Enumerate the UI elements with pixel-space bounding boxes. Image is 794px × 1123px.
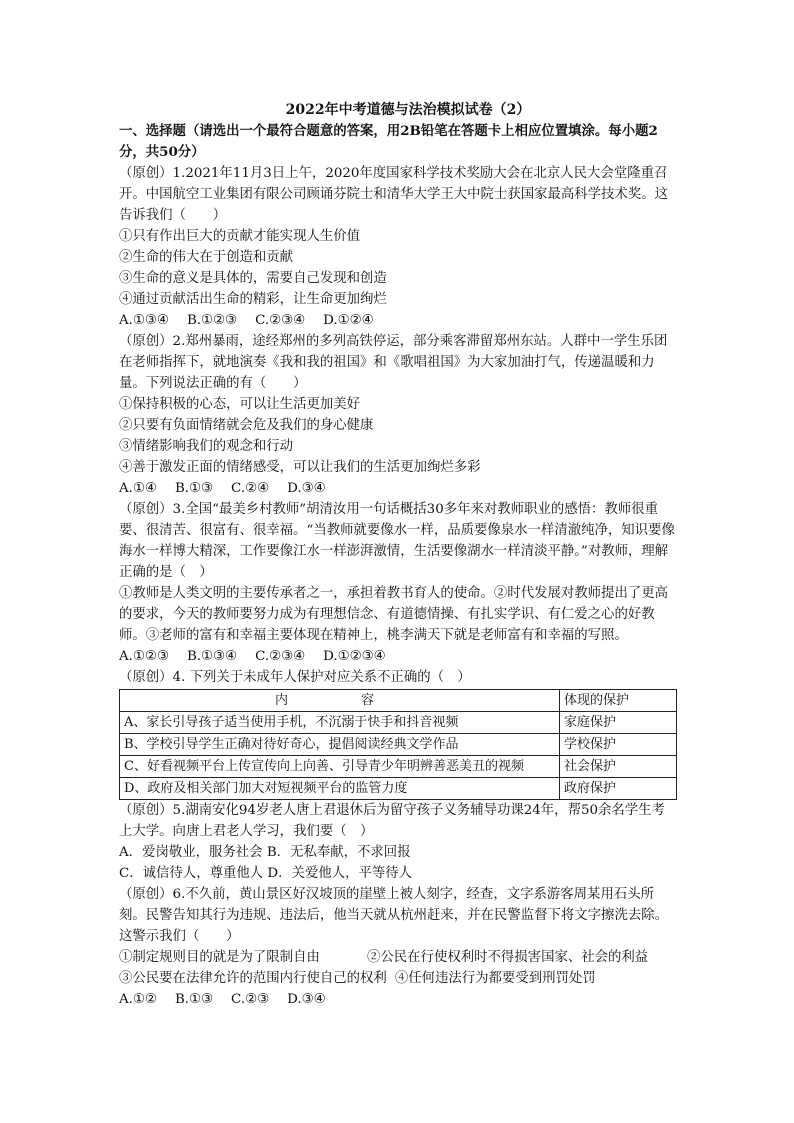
- choice-d: D.③④: [287, 481, 326, 496]
- option-item: ①保持积极的心态，可以让生活更加美好: [119, 397, 361, 412]
- choice-c: C.②③: [231, 992, 270, 1007]
- table-row: [120, 734, 677, 756]
- table-row: [120, 756, 677, 778]
- choice-b: B.①③: [174, 481, 214, 496]
- table-cell: 学校保护: [560, 734, 677, 756]
- answer-choices-row-1: [119, 842, 677, 863]
- question-stem: （原创）6.不久前，黄山景区好汉坡顶的崖壁上被人刻字，经查，文字系游客周某用石头所刻。民警告知其行为违规、违法后，他当天就从杭州赶来，并在民警监督下将文字擦洗去除。这警示我们（ ）: [119, 887, 669, 944]
- option-item: ④善于激发正面的情绪感受，可以让我们的生活更加绚烂多彩: [119, 460, 481, 475]
- option-item: ②公民在行使权利时不得损害国家、社会的利益: [367, 950, 649, 965]
- option-item: ②只要有负面情绪就会危及我们的身心健康: [119, 418, 374, 433]
- question-3: [119, 499, 677, 667]
- question-1: [119, 163, 677, 331]
- question-stem: （原创）5.湖南安化94岁老人唐上君退休后为留守孩子义务辅导功课24年，帮50余名学生考上大学。向唐上君老人学习，我们要（ ）: [119, 803, 665, 839]
- answer-choices: [119, 646, 677, 667]
- choice-c: C．诚信待人，尊重他人: [119, 866, 264, 881]
- answer-choices: [119, 310, 677, 331]
- choice-c: C.②③④: [255, 649, 306, 664]
- question-stem: （原创）3.全国“最美乡村教师”胡清汝用一句话概括30多年来对教师职业的感悟：教师很重要、很清苦、很富有、很幸福。“当教师就要像水一样，品质要像泉水一样清澈纯净，知识要像海水一样博大精深，工作要像江水一样澎湃激情，生活要像湖水一样清淡平静。”对教师，理解正确的是（ ）: [119, 502, 675, 580]
- choice-d: D.③④: [287, 992, 326, 1007]
- option-item: ②生命的伟大在于创造和贡献: [119, 250, 294, 265]
- choice-a: A．爱岗敬业，服务社会: [119, 845, 263, 860]
- choice-b: B．无私奉献，不求回报: [266, 845, 411, 860]
- option-item: ③生命的意义是具体的，需要自己发现和创造: [119, 271, 387, 286]
- question-stem: （原创）4. 下列关于未成年人保护对应关系不正确的（ ）: [119, 670, 471, 685]
- option-item: ①只有作出巨大的贡献才能实现人生价值: [119, 229, 361, 244]
- option-item: ③情绪影响我们的观念和行动: [119, 439, 294, 454]
- choice-c: C.②③④: [255, 313, 306, 328]
- choice-c: C.②④: [231, 481, 270, 496]
- table-cell: C、好看视频平台上传宣传向上向善、引导青少年明辨善恶美丑的视频: [120, 756, 560, 778]
- table-cell: D、政府及相关部门加大对短视频平台的监管力度: [120, 778, 560, 800]
- question-stem: （原创）2.郑州暴雨，途经郑州的多列高铁停运，部分乘客滞留郑州东站。人群中一学生乐团在老师指挥下，就地演奏《我和我的祖国》和《歌唱祖国》为大家加油打气，传递温暖和力量。下列说法正确的有（ ）: [119, 334, 668, 391]
- question-2: [119, 331, 677, 499]
- choice-a: A.①③④: [119, 313, 169, 328]
- protection-table: [119, 689, 677, 800]
- option-row-1: [119, 947, 677, 968]
- option-item: ④任何违法行为都要受到刑罚处罚: [394, 971, 596, 986]
- choice-a: A.①②③: [119, 649, 169, 664]
- option-item: ③公民要在法律允许的范围内行使自己的权利: [119, 971, 387, 986]
- choice-a: A.①④: [119, 481, 157, 496]
- table-header-content: 内 容: [120, 690, 560, 712]
- question-5: [119, 800, 677, 884]
- table-row: [120, 778, 677, 800]
- question-6: [119, 884, 677, 1010]
- table-cell: 家庭保护: [560, 712, 677, 734]
- table-cell: B、学校引导学生正确对待好奇心，提倡阅读经典文学作品: [120, 734, 560, 756]
- table-cell: 政府保护: [560, 778, 677, 800]
- option-row-2: [119, 968, 677, 989]
- option-item: ①制定规则目的就是为了限制自由: [119, 950, 320, 965]
- table-cell: A、家长引导孩子适当使用手机，不沉溺于快手和抖音视频: [120, 712, 560, 734]
- choice-b: B.①②③: [186, 313, 238, 328]
- question-4: [119, 667, 677, 800]
- answer-choices: [119, 478, 677, 499]
- option-paragraph: ①教师是人类文明的主要传承者之一，承担着教书育人的使命。②时代发展对教师提出了更高的要求，今天的教师要努力成为有理想信念、有道德情操、有扎实学识、有仁爱之心的好教师。③老师的富有和幸福主要体现在精神上，桃李满天下就是老师富有和幸福的写照。: [119, 586, 669, 643]
- exam-page: [119, 100, 677, 1010]
- page-title: 2022年中考道德与法治模拟试卷（2）: [285, 102, 531, 118]
- option-item: ④通过贡献活出生命的精彩，让生命更加绚烂: [119, 292, 387, 307]
- choice-d: D.①②③④: [323, 649, 386, 664]
- table-header-row: [120, 690, 677, 712]
- table-cell: 社会保护: [560, 756, 677, 778]
- choice-b: B.①③④: [186, 649, 238, 664]
- choice-d: D.①②④: [323, 313, 374, 328]
- answer-choices: [119, 989, 677, 1010]
- answer-choices-row-2: [119, 863, 677, 884]
- choice-d: D．关爱他人，平等待人: [267, 866, 413, 881]
- table-row: [120, 712, 677, 734]
- section-heading: 一、选择题（请选出一个最符合题意的答案，用2B铅笔在答题卡上相应位置填涂。每小题2分，共50分）: [119, 123, 658, 160]
- choice-a: A.①②: [119, 992, 157, 1007]
- question-stem: （原创）1.2021年11月3日上午，2020年度国家科学技术奖励大会在北京人民大会堂隆重召开。中国航空工业集团有限公司顾诵芬院士和清华大学王大中院士获国家最高科学技术奖。这告诉我们（ ）: [119, 166, 669, 223]
- table-header-protection: 体现的保护: [560, 690, 677, 712]
- choice-b: B.①③: [174, 992, 214, 1007]
